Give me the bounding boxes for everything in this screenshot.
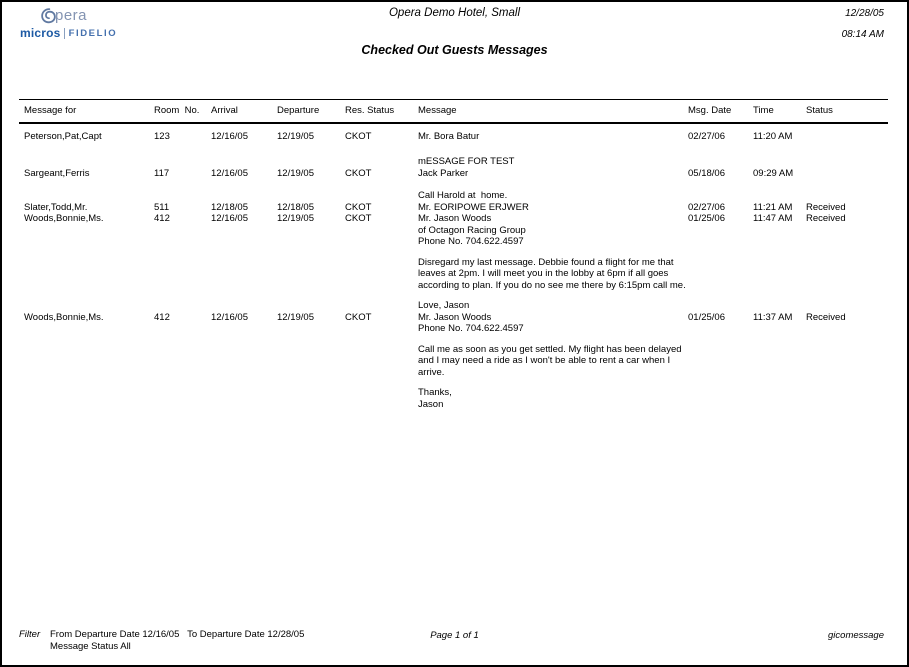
filter-departure-range: From Departure Date 12/16/05 To Departure Date 12/28/05	[50, 629, 305, 640]
departure-cell: 12/19/05	[277, 130, 314, 142]
logo-divider	[64, 28, 65, 39]
table-body	[19, 131, 888, 411]
message-for-cell: Woods,Bonnie,Ms.	[24, 311, 104, 323]
message-line: Thanks,	[418, 387, 452, 398]
table-row	[19, 213, 888, 312]
message-for-cell: Peterson,Pat,Capt	[24, 130, 102, 142]
table-row	[19, 131, 888, 143]
message-cell	[418, 312, 688, 411]
message-line: and I may need a ride as I won't be able to rent a car when I	[418, 355, 671, 366]
message-line: Disregard my last message. Debbie found a flight for me that	[418, 256, 674, 268]
res-status-cell: CKOT	[345, 311, 372, 323]
arrival-cell: 12/16/05	[211, 311, 248, 323]
col-header-msg-date: Msg. Date	[688, 105, 732, 116]
message-line: Love, Jason	[418, 300, 470, 311]
message-line: Jack Parker	[418, 167, 469, 179]
message-line	[418, 291, 688, 300]
micros-logo-text: micros	[20, 26, 61, 40]
col-header-arrival: Arrival	[211, 105, 238, 116]
message-line: of Octagon Racing Group	[418, 224, 526, 236]
departure-cell: 12/18/05	[277, 201, 314, 213]
message-cell	[418, 190, 688, 213]
messages-table	[19, 99, 888, 410]
message-line: Phone No. 704.622.4597	[418, 236, 524, 247]
time-cell: 11:20 AM	[753, 130, 793, 142]
message-line	[418, 335, 688, 344]
table-row	[19, 156, 888, 179]
msg-date-cell: 02/27/06	[688, 130, 725, 142]
message-line: Jason	[418, 398, 444, 410]
room-no-cell: 511	[154, 201, 170, 213]
res-status-cell: CKOT	[345, 167, 372, 179]
table-row	[19, 312, 888, 411]
time-cell: 11:21 AM	[753, 201, 793, 213]
msg-date-cell: 01/25/06	[688, 213, 725, 224]
message-line: according to plan. If you do no see me there by 6:15pm call me.	[418, 279, 686, 291]
message-line	[418, 248, 688, 257]
time-cell: 11:47 AM	[753, 213, 793, 224]
message-line: Call Harold at home.	[418, 190, 508, 201]
res-status-cell: CKOT	[345, 130, 372, 142]
message-line: mESSAGE FOR TEST	[418, 156, 515, 167]
message-line: Mr. Jason Woods	[418, 213, 492, 224]
msg-date-cell: 05/18/06	[688, 167, 725, 179]
message-line	[418, 378, 688, 387]
message-line: Mr. Bora Batur	[418, 130, 480, 142]
room-no-cell: 412	[154, 311, 170, 323]
col-header-status: Status	[806, 105, 833, 116]
header-time: 08:14 AM	[841, 29, 884, 40]
col-header-departure: Departure	[277, 105, 320, 116]
report-code: gicomessage	[828, 630, 884, 641]
col-header-message-for: Message for	[24, 105, 77, 116]
departure-cell: 12/19/05	[277, 311, 314, 323]
table-header-row	[19, 100, 888, 124]
arrival-cell: 12/18/05	[211, 201, 248, 213]
message-line: arrive.	[418, 366, 445, 378]
col-header-res-status: Res. Status	[345, 105, 395, 116]
message-line: Call me as soon as you get settled. My flight has been delayed	[418, 343, 682, 355]
message-cell	[418, 156, 688, 179]
message-cell	[418, 213, 688, 312]
hotel-name: Opera Demo Hotel, Small	[388, 7, 521, 19]
res-status-cell: CKOT	[345, 201, 372, 213]
message-line: leaves at 2pm. I will meet you in the lobby at 6pm if all goes	[418, 268, 669, 279]
room-no-cell: 123	[154, 130, 170, 142]
message-line: Mr. EORIPOWE ERJWER	[418, 201, 529, 213]
arrival-cell: 12/16/05	[211, 167, 248, 179]
message-for-cell: Woods,Bonnie,Ms.	[24, 213, 104, 224]
filter-label: Filter	[19, 629, 41, 640]
message-cell	[418, 131, 688, 143]
msg-date-cell: 02/27/06	[688, 201, 725, 213]
room-no-cell: 117	[154, 167, 170, 179]
fidelio-logo-text: FIDELIO	[68, 27, 118, 39]
arrival-cell: 12/16/05	[211, 213, 248, 224]
status-cell: Received	[806, 311, 846, 323]
page-number: Page 1 of 1	[430, 630, 479, 641]
room-no-cell: 412	[154, 213, 170, 224]
col-header-room-no: Room No.	[154, 105, 200, 116]
status-cell: Received	[806, 213, 846, 224]
micros-fidelio-logo	[20, 26, 117, 40]
message-line: Phone No. 704.622.4597	[418, 323, 524, 334]
departure-cell: 12/19/05	[277, 213, 314, 224]
status-cell	[806, 156, 888, 179]
table-row	[19, 190, 888, 213]
message-line: Mr. Jason Woods	[418, 311, 492, 323]
col-header-message: Message	[418, 105, 457, 116]
arrival-cell: 12/16/05	[211, 130, 248, 142]
res-status-cell: CKOT	[345, 213, 372, 224]
message-for-cell: Slater,Todd,Mr.	[24, 201, 88, 213]
col-header-time: Time	[753, 105, 774, 116]
filter-message-status: Message Status All	[50, 641, 131, 652]
time-cell: 09:29 AM	[753, 167, 794, 179]
page-title: Checked Out Guests Messages	[361, 43, 548, 57]
header-date: 12/28/05	[845, 8, 884, 19]
opera-logo-text: pera	[55, 7, 88, 24]
message-for-cell: Sargeant,Ferris	[24, 167, 90, 179]
departure-cell: 12/19/05	[277, 167, 314, 179]
msg-date-cell: 01/25/06	[688, 311, 725, 323]
status-cell: Received	[806, 201, 846, 213]
time-cell: 11:37 AM	[753, 311, 793, 323]
status-cell	[806, 131, 888, 143]
